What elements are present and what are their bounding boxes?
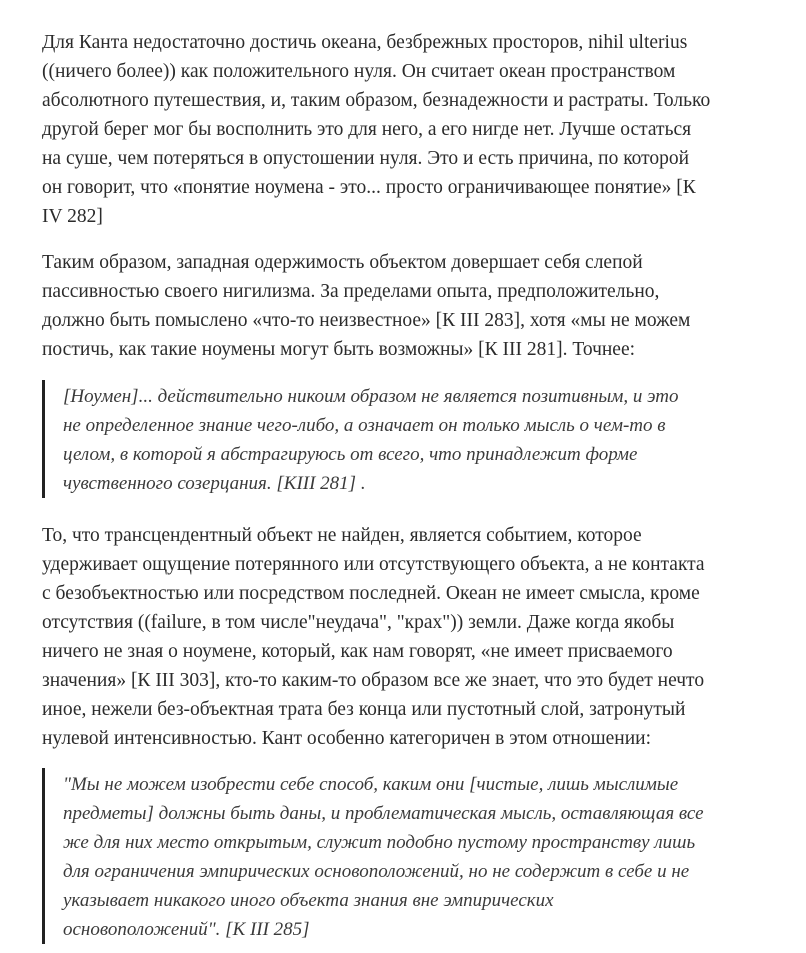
text-line: нулевой интенсивностью. Кант особенно категоричен в этом отношении:	[42, 728, 652, 749]
quote-line: [Ноумен]... действительно никоим образом не является позитивным, и это	[63, 386, 679, 407]
text-line: абсолютного путешествия, и, таким образом, безнадежности и растраты. Только	[42, 90, 711, 111]
text-line: ничего не зная о ноумене, который, как нам говорят, «не имеет присваемого	[42, 641, 673, 662]
quote-line: чувственного созерцания. [KIII 281] .	[63, 473, 366, 494]
text-line: постичь, как такие ноумены могут быть возможны» [К III 281]. Точнее:	[42, 339, 636, 360]
text-line: значения» [К III 303], кто-то каким-то образом все же знает, что это будет нечто	[42, 670, 705, 691]
text-line: То, что трансцендентный объект не найден, является событием, которое	[42, 525, 642, 546]
text-line: с безобъектностью или посредством последней. Океан не имеет смысла, кроме	[42, 583, 700, 604]
text-line: иное, нежели без-объектная трата без конца или пустотный слой, затронутый	[42, 699, 686, 720]
quote-line: основоположений". [К III 285]	[63, 919, 310, 940]
quote-line: для ограничения эмпирических основоположений, но не содержит в себе и не	[63, 861, 690, 882]
quote-line: "Мы не можем изобрести себе способ, каким они [чистые, лишь мыслимые	[63, 774, 679, 795]
paragraph-3	[42, 521, 782, 753]
text-line: на суше, чем потеряться в опустошении нуля. Это и есть причина, по которой	[42, 148, 690, 169]
text-line: Таким образом, западная одержимость объектом довершает себя слепой	[42, 252, 643, 273]
blockquote-1	[42, 380, 783, 498]
text-line: он говорит, что «понятие ноумена - это... просто ограничивающее понятие» [К	[42, 177, 696, 198]
text-line: пассивностью своего нигилизма. За пределами опыта, предположительно,	[42, 281, 660, 302]
blockquote-2	[42, 768, 783, 944]
quote-line: же для них место открытым, служит подобно пустому пространству лишь	[63, 832, 696, 853]
text-line: ((ничего более)) как положительного нуля. Он считает океан пространством	[42, 61, 676, 82]
quote-line: указывает никакого иного объекта знания вне эмпирических	[63, 890, 554, 911]
text-line: Для Канта недостаточно достичь океана, безбрежных просторов, nihil ulterius	[42, 32, 688, 53]
paragraph-1	[42, 28, 782, 231]
quote-line: не определенное знание чего-либо, а означает он только мысль о чем-то в	[63, 415, 666, 436]
text-line: IV 282]	[42, 206, 103, 227]
quote-line: предметы] должны быть даны, и проблематическая мысль, оставляющая все	[63, 803, 704, 824]
paragraph-2	[42, 248, 782, 364]
text-line: удерживает ощущение потерянного или отсутствующего объекта, а не контакта	[42, 554, 705, 575]
text-line: другой берег мог бы восполнить это для него, а его нигде нет. Лучше остаться	[42, 119, 692, 140]
text-line: должно быть помыслено «что-то неизвестное» [К III 283], хотя «мы не можем	[42, 310, 691, 331]
quote-line: целом, в которой я абстрагируюсь от всего, что принадлежит форме	[63, 444, 638, 465]
text-line: отсутствия ((failure, в том числе"неудача", "крах")) земли. Даже когда якобы	[42, 612, 675, 633]
